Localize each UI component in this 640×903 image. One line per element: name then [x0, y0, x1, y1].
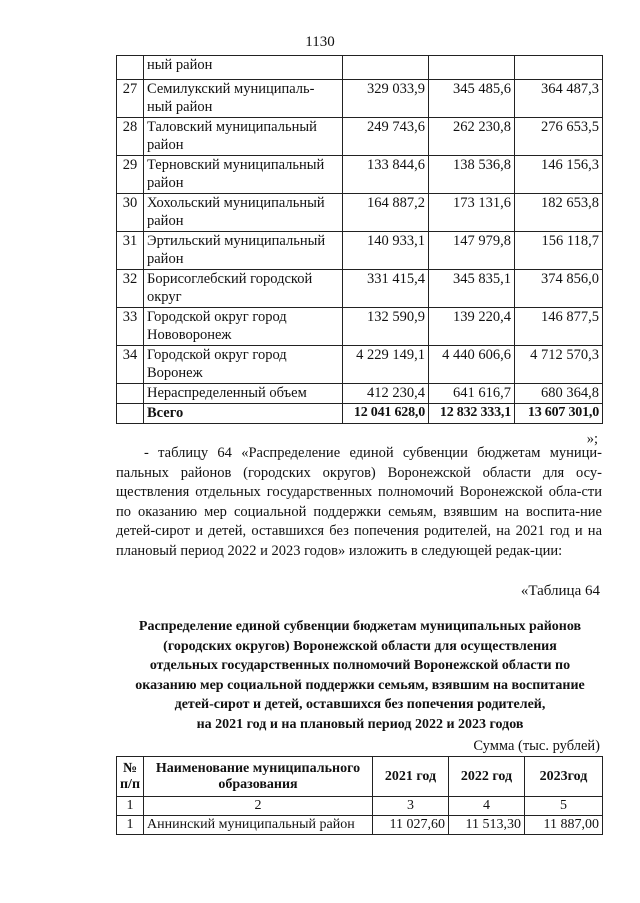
- table-row: [117, 80, 603, 118]
- value-2022: 262 230,8: [429, 118, 515, 156]
- closing-quote-mark: »;: [586, 431, 598, 447]
- table-row: [117, 816, 603, 835]
- subvention-table-64: [116, 756, 603, 835]
- table-title: [100, 617, 620, 735]
- value-2021: 331 415,4: [343, 270, 429, 308]
- value-2022: 11 513,30: [449, 816, 525, 835]
- header-row: [117, 757, 603, 797]
- row-number: 34: [117, 346, 144, 384]
- row-number: [117, 56, 144, 80]
- table-title-line: на 2021 год и на плановый период 2022 и 2023 годов: [196, 716, 524, 732]
- table-row: [117, 346, 603, 384]
- table-row: [117, 194, 603, 232]
- column-index-row: [117, 797, 603, 816]
- table-title-line: (городских округов) Воронежской области для осуществления: [163, 638, 557, 654]
- table-row: [117, 308, 603, 346]
- units-caption: Сумма (тыс. рублей): [473, 738, 600, 754]
- header-2023: 2023год: [525, 757, 603, 797]
- municipality-name: Аннинский муниципальный район: [144, 816, 373, 835]
- header-2022: 2022 год: [449, 757, 525, 797]
- value-2023: 156 118,7: [515, 232, 603, 270]
- municipality-name: Борисоглебский городской округ: [144, 270, 343, 308]
- value-2023: 4 712 570,3: [515, 346, 603, 384]
- value-2021: 133 844,6: [343, 156, 429, 194]
- value-2023: 11 887,00: [525, 816, 603, 835]
- municipality-name: Терновский муниципальный район: [144, 156, 343, 194]
- value-2022: 138 536,8: [429, 156, 515, 194]
- column-index: 3: [373, 797, 449, 816]
- value-2022: 173 131,6: [429, 194, 515, 232]
- value-2021: 249 743,6: [343, 118, 429, 156]
- value-2022: 147 979,8: [429, 232, 515, 270]
- table-title-line: отдельных государственных полномочий Воронежской области по: [149, 658, 571, 674]
- header-2021: 2021 год: [373, 757, 449, 797]
- row-number: 1: [117, 816, 144, 835]
- value-2021: 140 933,1: [343, 232, 429, 270]
- total-2021: 12 041 628,0: [343, 404, 429, 424]
- total-label: Всего: [144, 404, 343, 424]
- table-row: [117, 270, 603, 308]
- value-2023: 374 856,0: [515, 270, 603, 308]
- table-row: [117, 232, 603, 270]
- row-number: 30: [117, 194, 144, 232]
- table-row: [117, 156, 603, 194]
- municipality-name: Эртильский муниципальный район: [144, 232, 343, 270]
- table-title-line: оказанию мер социальной поддержки семьям, взявшим на воспитание: [135, 677, 585, 693]
- municipality-name: Таловский муниципальный район: [144, 118, 343, 156]
- value-2021: 164 887,2: [343, 194, 429, 232]
- value-2022: 4 440 606,6: [429, 346, 515, 384]
- value-2023: 680 364,8: [515, 384, 603, 404]
- value-2023: 182 653,8: [515, 194, 603, 232]
- value-2023: [515, 56, 603, 80]
- value-2022: 641 616,7: [429, 384, 515, 404]
- table-row: [117, 118, 603, 156]
- total-2022: 12 832 333,1: [429, 404, 515, 424]
- row-number: 28: [117, 118, 144, 156]
- table-label: «Таблица 64: [520, 583, 600, 599]
- value-2021: 329 033,9: [343, 80, 429, 118]
- value-2022: 345 485,6: [429, 80, 515, 118]
- municipality-name: Семилукский муниципаль-ный район: [144, 80, 343, 118]
- value-2023: 276 653,5: [515, 118, 603, 156]
- row-number: 33: [117, 308, 144, 346]
- value-2023: 364 487,3: [515, 80, 603, 118]
- total-2023: 13 607 301,0: [515, 404, 603, 424]
- municipality-name: Городской округ город Воронеж: [144, 346, 343, 384]
- municipality-name: Городской округ город Нововоронеж: [144, 308, 343, 346]
- table-row: [117, 384, 603, 404]
- column-index: 4: [449, 797, 525, 816]
- municipality-name: Нераспределенный объем: [144, 384, 343, 404]
- amendment-paragraph: - таблицу 64 «Распределение единой субвенции бюджетам муници-пальных районов (городских округов) Воронежской области для осу-ществления отдельных государственных полномочий Воронежской обла-сти по оказанию мер социальной поддержки семьям, взявшим на воспита-ние детей-сирот и детей, оставшихся без попечения родителей, на 2021 год и на плановый период 2022 и 2023 годов» изложить в следующей редак-ции:: [116, 445, 602, 559]
- value-2022: 139 220,4: [429, 308, 515, 346]
- column-index: 1: [117, 797, 144, 816]
- row-number: [117, 404, 144, 424]
- value-2021: 412 230,4: [343, 384, 429, 404]
- row-number: 27: [117, 80, 144, 118]
- row-number: 29: [117, 156, 144, 194]
- row-number: 32: [117, 270, 144, 308]
- page-number: 1130: [305, 34, 335, 50]
- municipality-name: ный район: [144, 56, 343, 80]
- column-index: 5: [525, 797, 603, 816]
- subvention-table-continued: [116, 55, 603, 424]
- value-2023: 146 877,5: [515, 308, 603, 346]
- value-2022: [429, 56, 515, 80]
- value-2023: 146 156,3: [515, 156, 603, 194]
- header-municipality: Наименование муниципального образования: [144, 757, 373, 797]
- header-number: № п/п: [117, 757, 144, 797]
- value-2022: 345 835,1: [429, 270, 515, 308]
- table-title-line: Распределение единой субвенции бюджетам муниципальных районов: [138, 619, 582, 634]
- table-row: [117, 56, 603, 80]
- value-2021: 4 229 149,1: [343, 346, 429, 384]
- column-index: 2: [144, 797, 373, 816]
- value-2021: [343, 56, 429, 80]
- row-number: 31: [117, 232, 144, 270]
- municipality-name: Хохольский муниципальный район: [144, 194, 343, 232]
- row-number: [117, 384, 144, 404]
- value-2021: 132 590,9: [343, 308, 429, 346]
- value-2021: 11 027,60: [373, 816, 449, 835]
- total-row: [117, 404, 603, 424]
- table-title-line: детей-сирот и детей, оставшихся без попечения родителей,: [174, 697, 546, 713]
